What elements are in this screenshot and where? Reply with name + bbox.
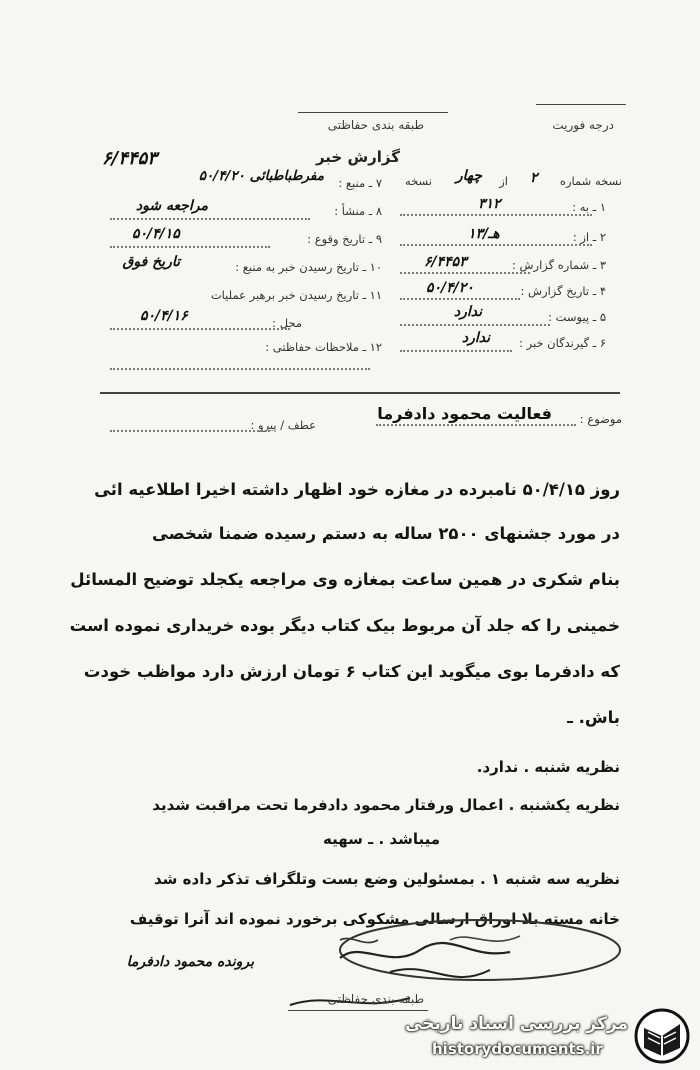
field-report-date-value: ۵۰/۴/۲۰ — [426, 280, 474, 296]
field-origin-label: ۸ ـ منشأ : — [334, 204, 382, 218]
copy-of-value: چهار — [455, 168, 482, 184]
field-source-value: مفرطباطبائی ۵۰/۴/۲۰ — [198, 168, 324, 184]
copy-of-label: از — [499, 174, 508, 188]
field-source-label: ۷ ـ منبع : — [338, 176, 382, 190]
note-line: نظریه یکشنبه . اعمال ورفتار محمود دادفرما تحت مراقبت شدید — [152, 796, 620, 814]
field-report-date-label: ۴ ـ تاریخ گزارش : — [520, 284, 606, 298]
copy-word: نسخه — [404, 174, 432, 188]
body-line: بنام شکری در همین ساعت بمغازه وی مراجعه یکجلد توضیح المسائل — [70, 570, 620, 589]
subject-value: فعالیت محمود دادفرما — [377, 404, 552, 423]
subject-dots — [376, 424, 576, 426]
field-from-value: ۱۳/هـ — [468, 226, 500, 242]
field-from-label: ۲ ـ از : — [572, 230, 606, 244]
urgency-line — [536, 104, 626, 105]
subject-label: موضوع : — [579, 412, 622, 426]
field-ops-received-label: ۱۱ ـ تاریخ رسیدن خبر برهبر عملیات — [210, 288, 382, 302]
field-event-date-label: ۹ ـ تاریخ وقوع : — [307, 232, 382, 246]
field-origin-dots — [110, 218, 310, 220]
watermark-org-name: مرکز بررسی اسناد تاریخی — [405, 1014, 628, 1034]
watermark-website: historydocuments.ir — [432, 1040, 603, 1058]
field-recipients-value: ندارد — [461, 330, 490, 346]
field-event-date-dots — [110, 246, 270, 248]
field-recipients-dots — [400, 350, 512, 352]
field-to-label: ۱ ـ به : — [572, 200, 606, 214]
field-security-notes-dots — [110, 368, 370, 370]
field-place-value: ۵۰/۴/۱۶ — [140, 308, 188, 324]
note-line: نظریه شنبه . ندارد. — [476, 758, 620, 776]
note-line: میباشد . ـ سهیه — [323, 830, 440, 848]
handwritten-file-note: برونده محمود دادفرما — [126, 954, 254, 970]
field-report-number-dots — [400, 272, 530, 274]
body-line: در مورد جشنهای ۲۵۰۰ ساله به دستم رسیده ضمنا شخصی — [151, 524, 620, 543]
field-recipients-label: ۶ ـ گیرندگان خبر : — [519, 336, 606, 350]
field-attachment-label: ۵ ـ پیوست : — [548, 310, 606, 324]
report-title: گزارش خبر — [315, 148, 400, 166]
handwritten-code: ۶/۴۴۵۳ — [102, 148, 157, 169]
field-from-dots — [400, 244, 592, 246]
field-event-date-value: ۵۰/۴/۱۵ — [132, 226, 180, 242]
book-logo-icon — [634, 1008, 692, 1064]
footer-classification-line — [288, 1010, 428, 1011]
field-origin-value: مراجعه شود — [135, 198, 208, 214]
field-place-dots — [110, 328, 290, 330]
field-report-number-label: ۳ ـ شماره گزارش : — [511, 258, 606, 272]
field-attachment-dots — [400, 324, 550, 326]
note-line: خانه مسته بلا اوراق ارسالی مشکوکی برخورد نموده اند آنرا توقیف — [129, 910, 620, 928]
field-to-value: ۳۱۲ — [478, 196, 501, 212]
field-source-received-label: ۱۰ ـ تاریخ رسیدن خبر به منبع : — [235, 260, 382, 274]
field-security-notes-label: ۱۲ ـ ملاحظات حفاظتی : — [265, 340, 382, 354]
body-line: روز ۵۰/۴/۱۵ نامبرده در مغازه خود اظهار داشته اخیرا اطلاعیه ائی — [94, 480, 620, 499]
note-line: نظریه سه شنبه ۱ . بمسئولین وضع بست وتلگراف تذکر داده شد — [154, 870, 620, 888]
body-line: که دادفرما بوی میگوید این کتاب ۶ تومان ارزش دارد مواظب خودت — [83, 662, 620, 681]
copy-number-value: ۲ — [530, 170, 538, 186]
field-to-dots — [400, 214, 592, 216]
field-attachment-value: ندارد — [453, 304, 482, 320]
reference-dots — [110, 430, 270, 432]
field-report-number-value: ۶/۴۴۵۳ — [424, 254, 467, 270]
copy-number-label: نسخه شماره — [559, 174, 622, 188]
urgency-label: درجه فوریت — [552, 118, 614, 132]
footer-classification-label: طبقه بندی حفاظتی — [327, 992, 424, 1006]
reference-label: عطف / پیرو : — [250, 418, 316, 432]
classification-label: طبقه بندی حفاظتی — [327, 118, 424, 132]
field-report-date-dots — [400, 298, 520, 300]
field-source-received-value: تاریخ فوق — [122, 254, 180, 270]
field-place-label: محل : — [272, 316, 302, 330]
body-line: باش. ـ — [567, 708, 620, 727]
body-line: خمینی را که جلد آن مربوط بیک کتاب دیگر بوده خریداری نموده است — [69, 616, 620, 635]
classification-line — [298, 112, 448, 113]
divider-top — [100, 392, 620, 394]
